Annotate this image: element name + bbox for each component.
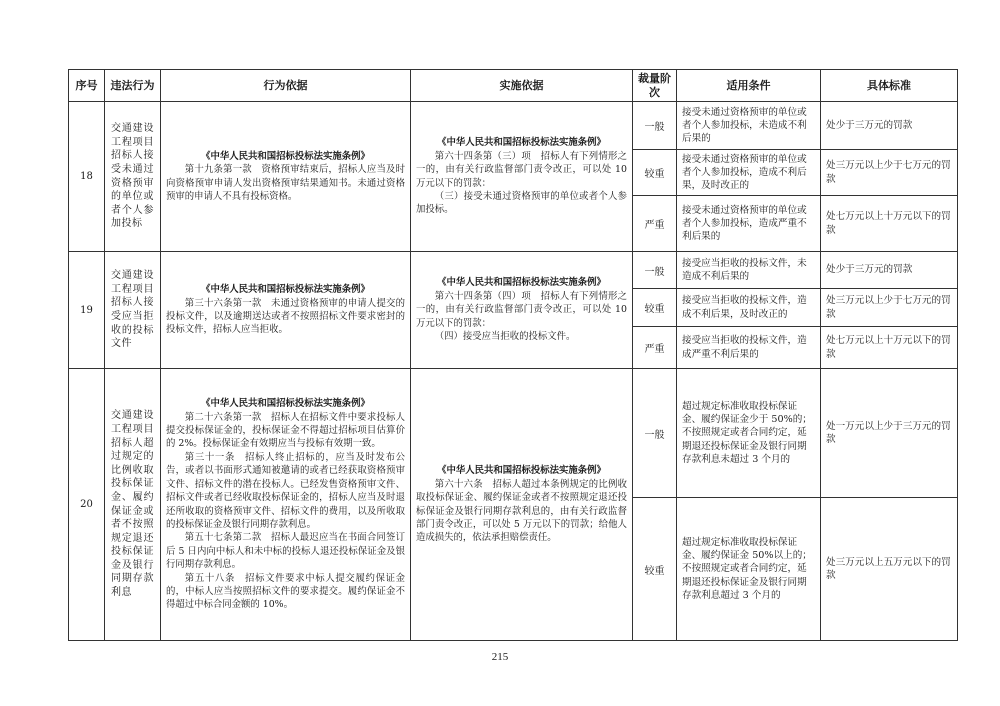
impl-law-title: 《中华人民共和国招标投标法实施条例》 xyxy=(437,137,606,149)
basis-law-title: 《中华人民共和国招标投标法实施条例》 xyxy=(201,284,370,296)
row-condition: 超过规定标准收取投标保证金、履约保证金 50%以上的；不按照规定或者合同约定，延期退还投标保证金及银行同期存款利息超过 3 个月的 xyxy=(677,498,821,641)
row-seq: 20 xyxy=(69,369,105,641)
row-standard: 处三万元以上少于七万元的罚款 xyxy=(821,289,958,327)
header-condition: 适用条件 xyxy=(677,70,821,102)
row-level: 较重 xyxy=(633,498,677,641)
row-condition: 超过规定标准收取投标保证金、履约保证金少于 50%的；不按照规定或者合同约定，延期退还投标保证金及银行同期存款利息未超过 3 个月的 xyxy=(677,369,821,498)
row-seq: 19 xyxy=(69,252,105,369)
row-condition: 接受未通过资格预审的单位或者个人参加投标，造成不利后果，及时改正的 xyxy=(677,150,821,196)
row-impl xyxy=(411,102,633,252)
row-standard: 处三万元以上五万元以下的罚款 xyxy=(821,498,958,641)
impl-paragraph: 第六十四条第（三）项 招标人有下列情形之一的，由有关行政监督部门责令改正，可以处 10 万元以下的罚款： xyxy=(416,150,627,189)
row-basis xyxy=(161,252,411,369)
row-level: 一般 xyxy=(633,369,677,498)
header-impl: 实施依据 xyxy=(411,70,633,102)
row-level: 严重 xyxy=(633,327,677,369)
header-standard: 具体标准 xyxy=(821,70,958,102)
table-row xyxy=(69,252,958,289)
row-standard: 处少于三万元的罚款 xyxy=(821,102,958,150)
row-basis xyxy=(161,369,411,641)
basis-paragraph: 第十九条第一款 资格预审结束后，招标人应当及时向资格预审申请人发出资格预审结果通知书。未通过资格预审的申请人不具有投标资格。 xyxy=(166,164,405,202)
row-seq: 18 xyxy=(69,102,105,252)
row-condition: 接受应当拒收的投标文件，造成严重不利后果的 xyxy=(677,327,821,369)
basis-paragraph: 第五十八条 招标文件要求中标人提交履约保证金的，中标人应当按照招标文件的要求提交。履约保证金不得超过中标合同金额的 10%。 xyxy=(166,572,405,611)
header-violation: 违法行为 xyxy=(105,70,161,102)
row-standard: 处七万元以上十万元以下的罚款 xyxy=(821,327,958,369)
basis-paragraph: 第二十六条第一款 招标人在招标文件中要求投标人提交投标保证金的，投标保证金不得超过招标项目估算价的 2%。投标保证金有效期应当与投标有效期一致。 xyxy=(166,411,405,450)
table-header-row xyxy=(69,70,958,102)
row-condition: 接受应当拒收的投标文件，造成不利后果，及时改正的 xyxy=(677,289,821,327)
row-level: 较重 xyxy=(633,150,677,196)
basis-law-title: 《中华人民共和国招标投标法实施条例》 xyxy=(201,150,370,162)
header-seq: 序号 xyxy=(69,70,105,102)
row-standard: 处一万元以上少于三万元的罚款 xyxy=(821,369,958,498)
row-standard: 处七万元以上十万元以下的罚款 xyxy=(821,196,958,252)
table-row xyxy=(69,369,958,498)
impl-law-title: 《中华人民共和国招标投标法实施条例》 xyxy=(437,277,606,289)
row-impl xyxy=(411,369,633,641)
basis-paragraph: 第三十六条第一款 未通过资格预审的申请人提交的投标文件，以及逾期送达或者不按照招标文件要求密封的投标文件，招标人应当拒收。 xyxy=(166,297,405,336)
basis-law-title: 《中华人民共和国招标投标法实施条例》 xyxy=(201,398,370,410)
impl-paragraph: 第六十四条第（四）项 招标人有下列情形之一的，由有关行政监督部门责令改正，可以处 10 万元以下的罚款： xyxy=(416,290,627,329)
row-level: 较重 xyxy=(633,289,677,327)
basis-paragraph: 第五十七条第二款 招标人最迟应当在书面合同签订后 5 日内向中标人和未中标的投标人退还投标保证金及银行同期存款利息。 xyxy=(166,532,405,571)
basis-paragraph: 第三十一条 招标人终止招标的，应当及时发布公告，或者以书面形式通知被邀请的或者已经获取资格预审文件、招标文件的潜在投标人。已经发售资格预审文件、招标文件或者已经收取投标保证金的，招标人应当及时退还所收取的资格预审文件、招标文件的费用，以及所收取的投标保证金及银行同期存款利息。 xyxy=(166,451,405,530)
header-basis: 行为依据 xyxy=(161,70,411,102)
row-condition: 接受未通过资格预审的单位或者个人参加投标，造成严重不利后果的 xyxy=(677,196,821,252)
row-violation: 交通建设工程项目招标人接受未通过资格预审的单位或者个人参加投标 xyxy=(105,102,161,252)
impl-paragraph: （三）接受未通过资格预审的单位或者个人参加投标。 xyxy=(416,190,627,216)
row-violation: 交通建设工程项目招标人超过规定的比例收取投标保证金、履约保证金或者不按照规定退还投标保证金及银行同期存款利息 xyxy=(105,369,161,641)
row-standard: 处少于三万元的罚款 xyxy=(821,252,958,289)
penalty-discretion-table xyxy=(68,69,958,641)
impl-paragraph: （四）接受应当拒收的投标文件。 xyxy=(434,331,576,343)
row-level: 严重 xyxy=(633,196,677,252)
row-impl xyxy=(411,252,633,369)
row-basis xyxy=(161,102,411,252)
table-row xyxy=(69,102,958,150)
header-level: 裁量阶次 xyxy=(633,70,677,102)
row-level: 一般 xyxy=(633,252,677,289)
impl-paragraph: 第六十六条 招标人超过本条例规定的比例收取投标保证金、履约保证金或者不按照规定退还投标保证金及银行同期存款利息的，由有关行政监督部门责令改正，可以处 5 万元以下的罚款；给他人造成损失的，依法承担赔偿责任。 xyxy=(416,478,627,544)
row-level: 一般 xyxy=(633,102,677,150)
row-condition: 接受未通过资格预审的单位或者个人参加投标，未造成不利后果的 xyxy=(677,102,821,150)
row-condition: 接受应当拒收的投标文件，未造成不利后果的 xyxy=(677,252,821,289)
page-number: 215 xyxy=(491,651,509,663)
row-violation: 交通建设工程项目招标人接受应当拒收的投标文件 xyxy=(105,252,161,369)
row-standard: 处三万元以上少于七万元的罚款 xyxy=(821,150,958,196)
impl-law-title: 《中华人民共和国招标投标法实施条例》 xyxy=(437,465,606,477)
